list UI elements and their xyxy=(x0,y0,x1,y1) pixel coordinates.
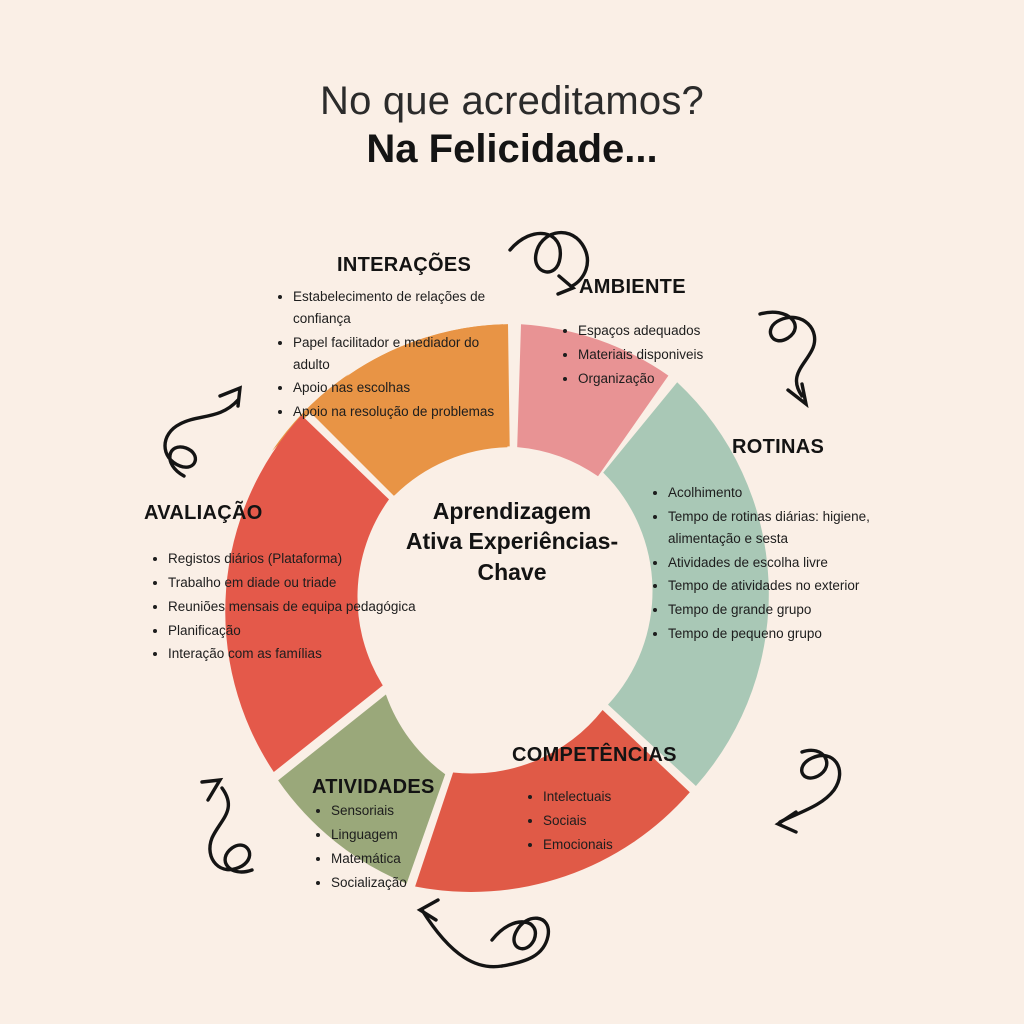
segment-list-ambiente xyxy=(562,320,778,392)
arrow-bottom xyxy=(492,918,548,966)
arrow-left-lower xyxy=(210,788,252,872)
list-item: • Matemática xyxy=(331,848,511,870)
segment-list-competencias xyxy=(527,786,763,858)
list-item: • Trabalho em diade ou triade xyxy=(168,572,418,594)
wheel-diagram xyxy=(112,214,912,1014)
list-item: • Acolhimento xyxy=(668,482,933,504)
list-item: • Reuniões mensais de equipa pedagógica xyxy=(168,596,418,618)
list-item: • Sociais xyxy=(543,810,763,832)
list-item: • Intelectuais xyxy=(543,786,763,808)
arrow-top xyxy=(510,233,587,286)
list-item: • Sensoriais xyxy=(331,800,511,822)
list-item: • Estabelecimento de relações de confiança xyxy=(293,286,518,330)
page-title xyxy=(0,78,1024,174)
arrow-right-lower xyxy=(780,750,840,822)
list-item: • Interação com as famílias xyxy=(168,643,418,665)
list-item: • Materiais disponiveis xyxy=(578,344,778,366)
list-item: • Socialização xyxy=(331,872,511,894)
segment-label-competencias: COMPETÊNCIAS xyxy=(512,744,677,766)
list-item: • Espaços adequados xyxy=(578,320,778,342)
segment-label-atividades: ATIVIDADES xyxy=(312,776,435,798)
list-item: • Papel facilitador e mediador do adulto xyxy=(293,332,518,376)
arrow-left-lower-head xyxy=(202,780,220,800)
segment-list-rotinas xyxy=(652,482,933,647)
wheel-center-label: Aprendizagem Ativa Experiências-Chave xyxy=(405,498,619,585)
segment-label-rotinas: ROTINAS xyxy=(732,436,825,458)
list-item: • Tempo de atividades no exterior xyxy=(668,575,933,597)
segment-list-avaliacao xyxy=(152,548,418,667)
arrow-top-head xyxy=(558,276,573,294)
list-item: • Planificação xyxy=(168,620,418,642)
list-item: • Tempo de grande grupo xyxy=(668,599,933,621)
segment-label-interacoes: INTERAÇÕES xyxy=(337,254,472,276)
list-item: • Apoio nas escolhas xyxy=(293,377,518,399)
segment-label-avaliacao: AVALIAÇÃO xyxy=(144,502,263,524)
arrow-right-lower-head xyxy=(778,812,796,832)
segment-list-atividades xyxy=(315,800,511,895)
list-item: • Atividades de escolha livre xyxy=(668,552,933,574)
segment-label-ambiente: AMBIENTE xyxy=(579,276,686,298)
list-item: • Registos diários (Plataforma) xyxy=(168,548,418,570)
title-line-1: No que acreditamos? xyxy=(319,79,704,123)
list-item: • Emocionais xyxy=(543,834,763,856)
arrow-left-upper xyxy=(165,400,238,476)
list-item: • Apoio na resolução de problemas xyxy=(293,401,518,423)
list-item: • Linguagem xyxy=(331,824,511,846)
arrow-left-upper-head xyxy=(220,388,240,406)
list-item: • Organização xyxy=(578,368,778,390)
segment-list-interacoes xyxy=(277,286,518,425)
list-item: • Tempo de pequeno grupo xyxy=(668,623,933,645)
list-item: • Tempo de rotinas diárias: higiene, alimentação e sesta xyxy=(668,506,933,550)
title-line-2: Na Felicidade... xyxy=(366,127,658,171)
